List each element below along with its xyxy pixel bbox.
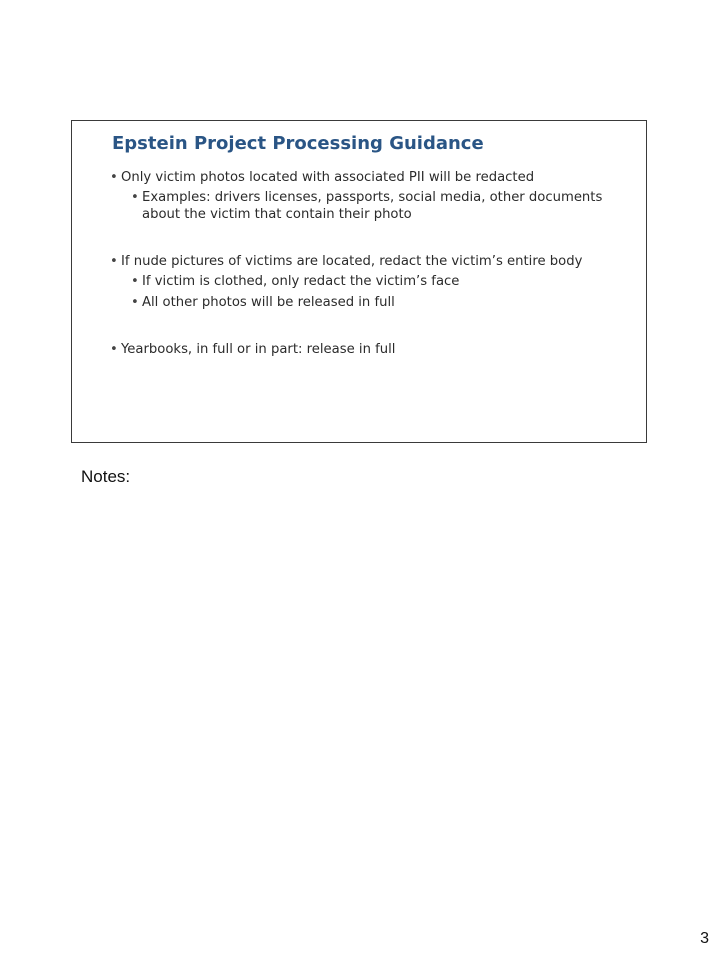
- sub-bullet-item-clothed: [131, 274, 630, 291]
- page-number: 3: [700, 930, 709, 947]
- sub-bullet-list: [131, 190, 630, 223]
- notes-label: Notes:: [81, 467, 131, 486]
- bullet-text: Only victim photos located with associated PII will be redacted: [121, 170, 535, 185]
- slide-frame: [71, 120, 647, 443]
- sub-bullet-text: All other photos will be released in full: [142, 294, 395, 310]
- bullet-item-nude-pictures: [110, 253, 630, 311]
- sub-bullet-text: If victim is clothed, only redact the victim’s face: [142, 274, 460, 289]
- slide-title: Epstein Project Processing Guidance: [112, 133, 484, 154]
- bullet-item-yearbooks: [110, 341, 630, 358]
- sub-bullet-list: [131, 274, 630, 311]
- sub-bullet-text: Examples: drivers licenses, passports, social media, other documents about the victim that contain their photo: [142, 190, 603, 222]
- bullet-text: If nude pictures of victims are located, redact the victim’s entire body: [121, 254, 583, 269]
- sub-bullet-item-examples: [131, 190, 630, 223]
- bullet-item-pii: [110, 169, 630, 223]
- bullet-text: Yearbooks, in full or in part: release in full: [121, 342, 396, 357]
- bullet-list: [110, 169, 630, 358]
- sub-bullet-item-other-photos: [131, 295, 630, 312]
